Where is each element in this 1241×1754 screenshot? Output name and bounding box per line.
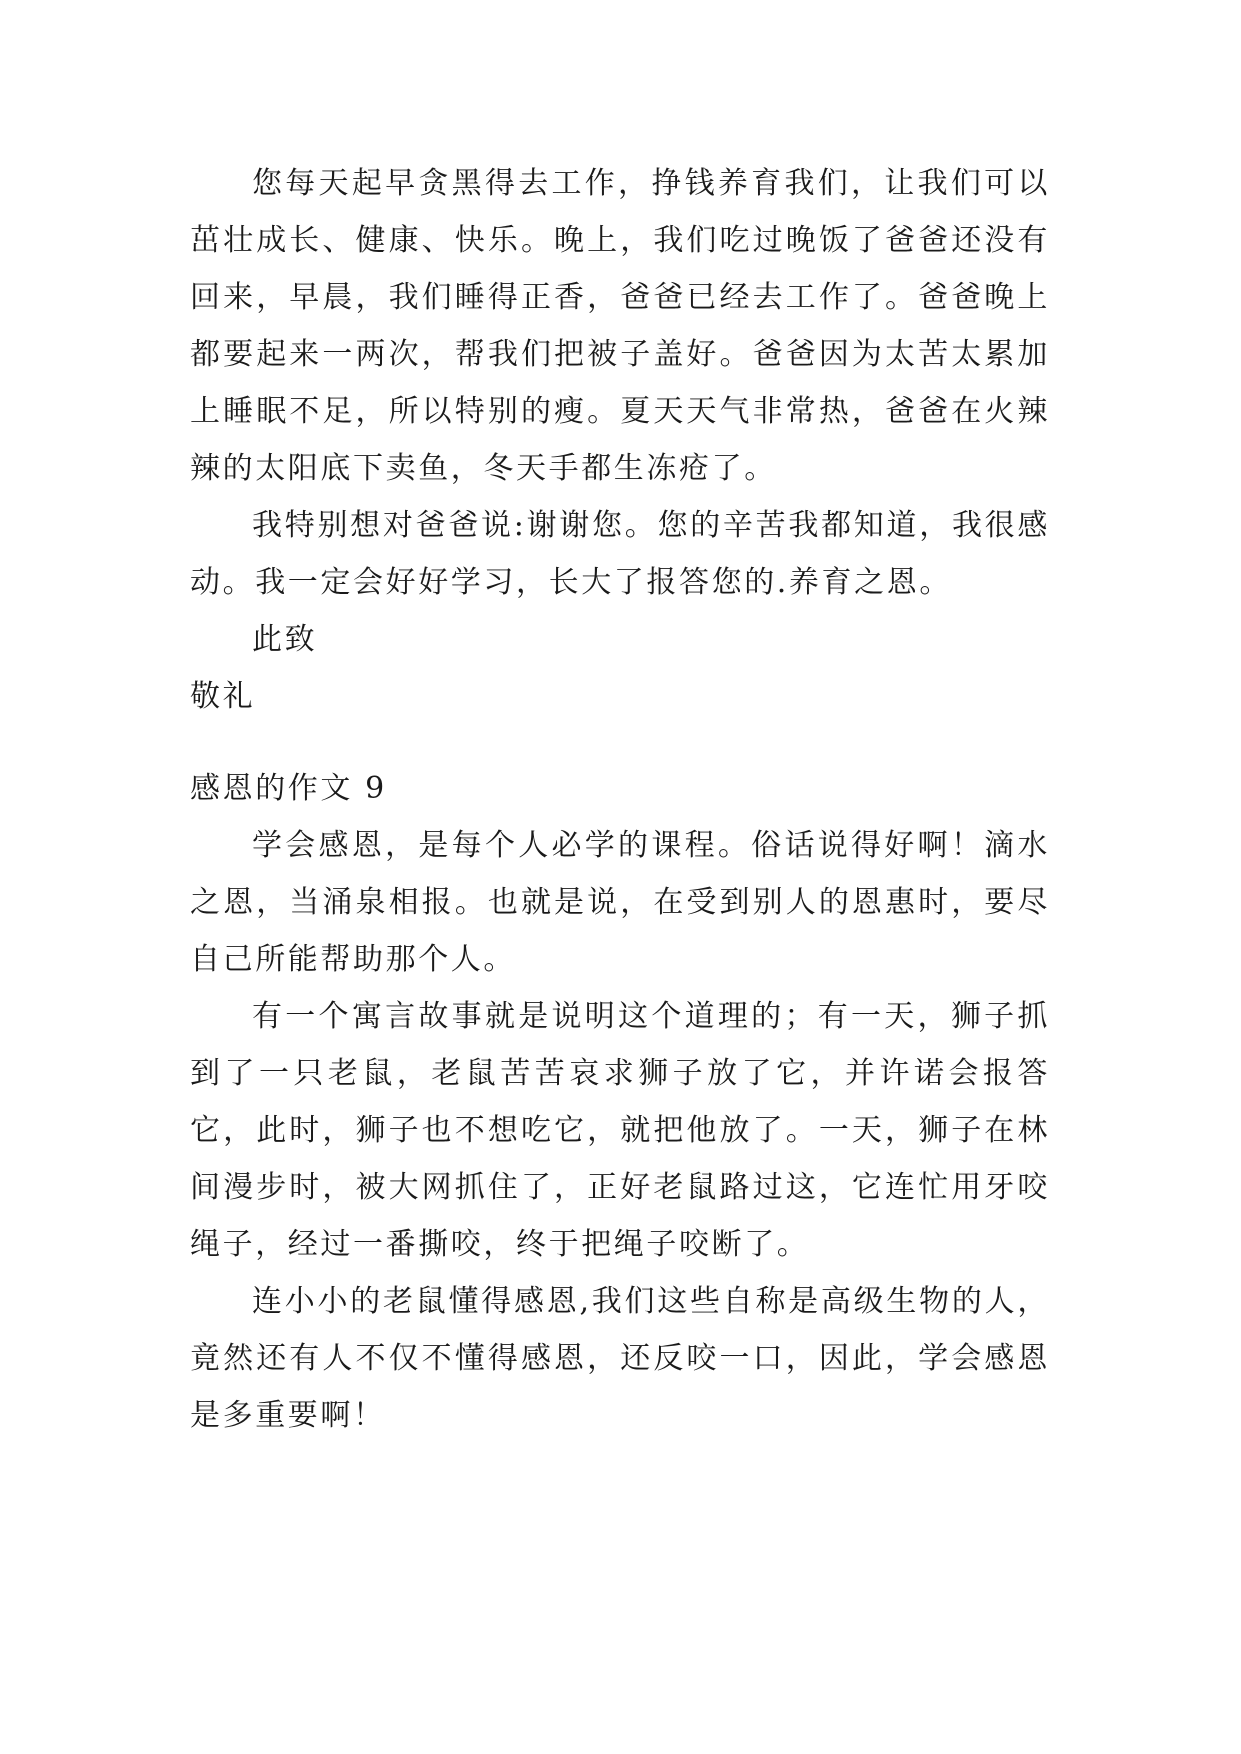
letter-closing: 此致 xyxy=(252,622,318,657)
letter-paragraph-1: 您每天起早贪黑得去工作，挣钱养育我们，让我们可以茁壮成长、健康、快乐。晚上，我们吃过晚饭了爸爸还没有回来，早晨，我们睡得正香，爸爸已经去工作了。爸爸晚上都要起来一两次，帮我们把被子盖好。爸爸因为太苦太累加上睡眠不足，所以特别的瘦。夏天天气非常热，爸爸在火辣辣的太阳底下卖鱼，冬天手都生冻疮了。 xyxy=(190,166,1050,486)
letter-section xyxy=(190,155,1050,725)
essay-paragraph-1: 学会感恩，是每个人必学的课程。俗话说得好啊！滴水之恩，当涌泉相报。也就是说，在受到别人的恩惠时，要尽自己所能帮助那个人。 xyxy=(190,828,1050,977)
letter-paragraph-2: 我特别想对爸爸说:谢谢您。您的辛苦我都知道，我很感动。我一定会好好学习，长大了报答您的.养育之恩。 xyxy=(190,508,1050,600)
essay-section xyxy=(190,760,1050,1444)
essay-title: 感恩的作文 9 xyxy=(190,771,387,806)
essay-paragraph-3: 连小小的老鼠懂得感恩,我们这些自称是高级生物的人，竟然还有人不仅不懂得感恩，还反咬一口，因此，学会感恩是多重要啊！ xyxy=(190,1284,1050,1433)
essay-paragraph-2: 有一个寓言故事就是说明这个道理的；有一天，狮子抓到了一只老鼠，老鼠苦苦哀求狮子放了它，并许诺会报答它，此时，狮子也不想吃它，就把他放了。一天，狮子在林间漫步时，被大网抓住了，正好老鼠路过这，它连忙用牙咬绳子，经过一番撕咬，终于把绳子咬断了。 xyxy=(190,999,1050,1262)
letter-salutation: 敬礼 xyxy=(190,679,256,714)
